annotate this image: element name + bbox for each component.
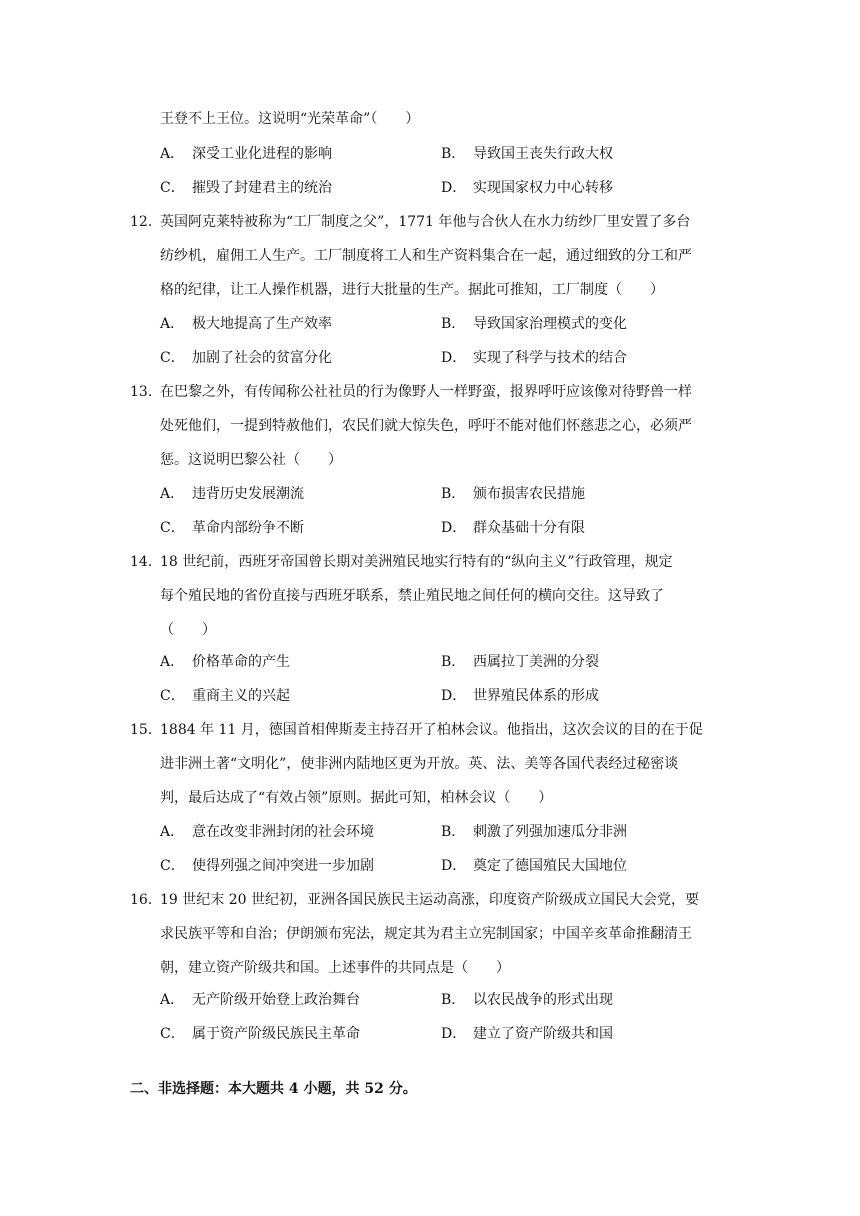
question-text-line: 格的纪律，让工人操作机器，进行大批量的生产。据此可推知，工厂制度（ ） [160,282,664,298]
question-text-line: 18 世纪前，西班牙帝国曾长期对美洲殖民地实行特有的“纵向主义”行政管理，规定 [160,554,673,570]
question-text-line: 判，最后达成了“有效占领”原则。据此可知，柏林会议（ ） [160,790,553,806]
question-text-line: （ ） [160,622,216,638]
question-text-line: 朝，建立资产阶级共和国。上述事件的共同点是（ ） [160,960,510,976]
option-c: C． 属于资产阶级民族民主革命 [160,1026,360,1042]
option-a: A． 极大地提高了生产效率 [160,316,332,332]
option-d: D． 奠定了德国殖民大国地位 [441,858,627,874]
question-text-line: 求民族平等和自治；伊朗颁布宪法，规定其为君主立宪制国家；中国辛亥革命推翻清王 [160,926,692,942]
option-b: B． 导致国家治理模式的变化 [441,316,627,332]
option-b: B． 以农民战争的形式出现 [441,992,613,1008]
option-b: B． 颁布损害农民措施 [441,486,585,502]
option-a: A． 价格革命的产生 [160,654,290,670]
option-d: D． 建立了资产阶级共和国 [441,1026,613,1042]
option-c: C． 革命内部纷争不断 [160,520,304,536]
question-text-line: 王登不上王位。这说明“光荣革命”（ ） [160,111,420,127]
question-text-line: 进非洲土著“文明化”，使非洲内陆地区更为开放。英、法、美等各国代表经过秘密谈 [160,756,679,772]
option-c: C． 加剧了社会的贫富分化 [160,350,332,366]
option-c: C． 摧毁了封建君主的统治 [160,180,332,196]
option-b: B． 刺激了列强加速瓜分非洲 [441,824,627,840]
question-number: 13. [130,384,153,400]
option-d: D． 群众基础十分有限 [441,520,585,536]
question-number: 12. [130,214,153,230]
section-heading: 二、非选择题：本大题共 4 小题，共 52 分。 [130,1081,417,1097]
question-number: 16. [130,892,153,908]
option-d: D． 世界殖民体系的形成 [441,688,599,704]
question-text-line: 惩。这说明巴黎公社（ ） [160,452,342,468]
question-text-line: 纺纱机，雇佣工人生产。工厂制度将工人和生产资料集合在一起，通过细致的分工和严 [160,248,692,264]
option-a: A． 无产阶级开始登上政治舞台 [160,992,360,1008]
question-text-line: 1884 年 11 月，德国首相俾斯麦主持召开了柏林会议。他指出，这次会议的目的在于促 [160,722,703,738]
option-a: A． 深受工业化进程的影响 [160,146,332,162]
option-a: A． 意在改变非洲封闭的社会环境 [160,824,374,840]
option-c: C． 使得列强之间冲突进一步加剧 [160,858,374,874]
option-b: B． 西属拉丁美洲的分裂 [441,654,599,670]
option-a: A． 违背历史发展潮流 [160,486,304,502]
question-number: 14. [130,554,153,570]
option-c: C． 重商主义的兴起 [160,688,290,704]
question-text-line: 处死他们，一提到特赦他们，农民们就大惊失色，呼吁不能对他们怀慈悲之心，必须严 [160,418,692,434]
question-text-line: 19 世纪末 20 世纪初，亚洲各国民族民主运动高涨，印度资产阶级成立国民大会党，要 [160,892,699,908]
option-d: D． 实现国家权力中心转移 [441,180,613,196]
question-text-line: 每个殖民地的省份直接与西班牙联系，禁止殖民地之间任何的横向交往。这导致了 [160,588,664,604]
question-text-line: 英国阿克莱特被称为“工厂制度之父”，1771 年他与合伙人在水力纺纱厂里安置了多台 [160,214,691,230]
option-b: B． 导致国王丧失行政大权 [441,146,613,162]
question-text-line: 在巴黎之外，有传闻称公社社员的行为像野人一样野蛮，报界呼吁应该像对待野兽一样 [160,384,692,400]
option-d: D． 实现了科学与技术的结合 [441,350,627,366]
question-number: 15. [130,722,153,738]
